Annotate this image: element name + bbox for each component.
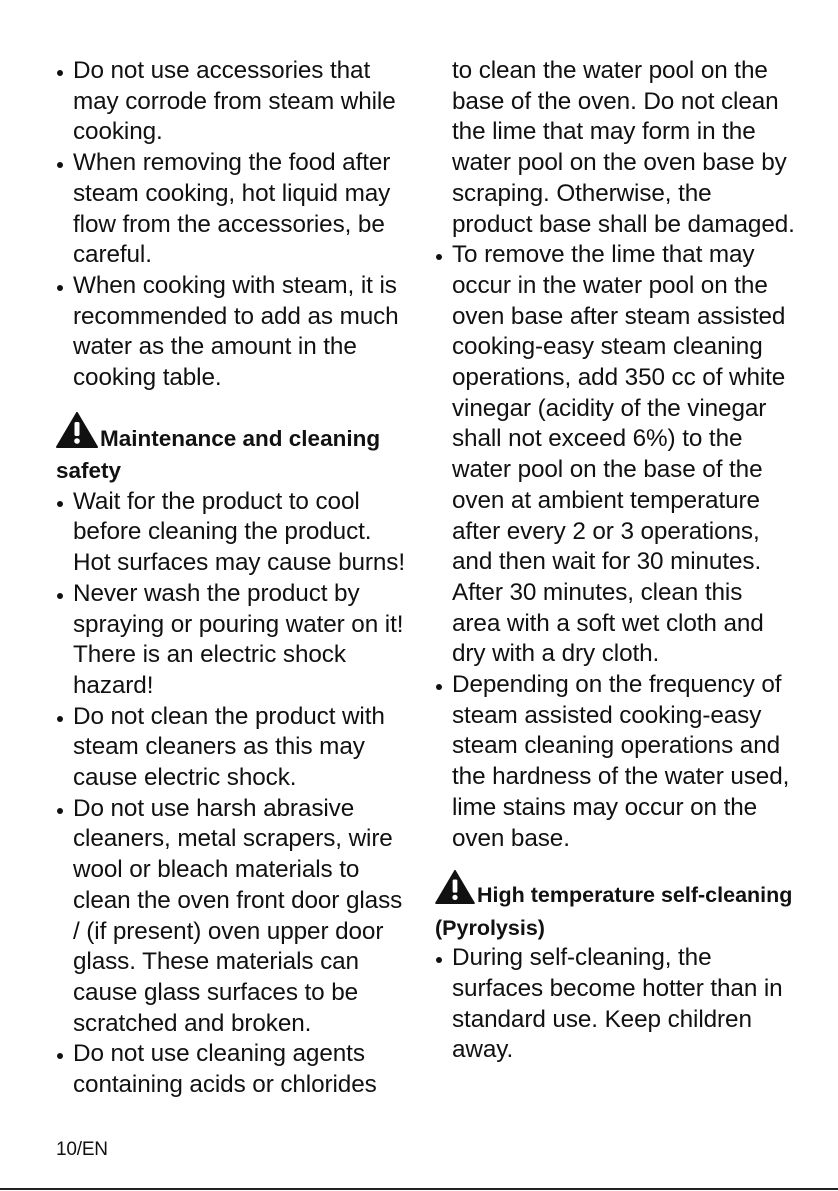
section-heading-maintenance <box>56 412 412 487</box>
page-number: 10/EN <box>56 1139 108 1160</box>
list-item: When removing the food after steam cooking, hot liquid may flow from the accessories, be careful. <box>56 148 412 271</box>
section-heading-text: Maintenance and cleaning safety <box>56 425 381 484</box>
bullet-list-top <box>56 56 412 394</box>
list-item: Wait for the product to cool before cleaning the product. Hot surfaces may cause burns! <box>56 487 412 579</box>
right-column <box>435 56 795 1066</box>
bullet-list-right-bottom <box>435 943 795 1066</box>
bottom-divider <box>0 1188 838 1190</box>
left-column <box>56 56 412 1101</box>
list-item: Do not use cleaning agents containing acids or chlorides <box>56 1039 412 1100</box>
list-item: To remove the lime that may occur in the water pool on the oven base after steam assisted cooking-easy steam cleaning operations, add 350 cc of white vinegar (acidity of the vinegar shall not exceed 6%) to the water pool on the base of the oven at ambient temperature after every 2 or 3 operations, and then wait for 30 minutes. After 30 minutes, clean this area with a soft wet cloth and dry with a dry cloth. <box>435 240 795 670</box>
warning-triangle-icon <box>56 412 98 457</box>
list-item: Do not clean the product with steam cleaners as this may cause electric shock. <box>56 702 412 794</box>
bullet-list-bottom <box>56 487 412 1101</box>
list-item: When cooking with steam, it is recommended to add as much water as the amount in the cooking table. <box>56 271 412 394</box>
list-item: Do not use accessories that may corrode from steam while cooking. <box>56 56 412 148</box>
list-item: During self-cleaning, the surfaces become hotter than in standard use. Keep children away. <box>435 943 795 1066</box>
bullet-list-right <box>435 240 795 854</box>
list-item: Never wash the product by spraying or pouring water on it! There is an electric shock hazard! <box>56 579 412 702</box>
section-heading-text: High temperature self-cleaning (Pyrolysis) <box>435 883 793 940</box>
list-item: Do not use harsh abrasive cleaners, metal scrapers, wire wool or bleach materials to clean the oven front door glass / (if present) oven upper door glass. These materials can cause glass surfaces to be scratched and broken. <box>56 794 412 1040</box>
warning-triangle-icon <box>435 870 475 913</box>
section-heading-pyrolysis <box>435 870 795 943</box>
continued-paragraph: to clean the water pool on the base of the oven. Do not clean the lime that may form in the water pool on the oven base by scraping. Otherwise, the product base shall be damaged. <box>452 57 795 238</box>
list-item: Depending on the frequency of steam assisted cooking-easy steam cleaning operations and the hardness of the water used, lime stains may occur on the oven base. <box>435 670 795 854</box>
